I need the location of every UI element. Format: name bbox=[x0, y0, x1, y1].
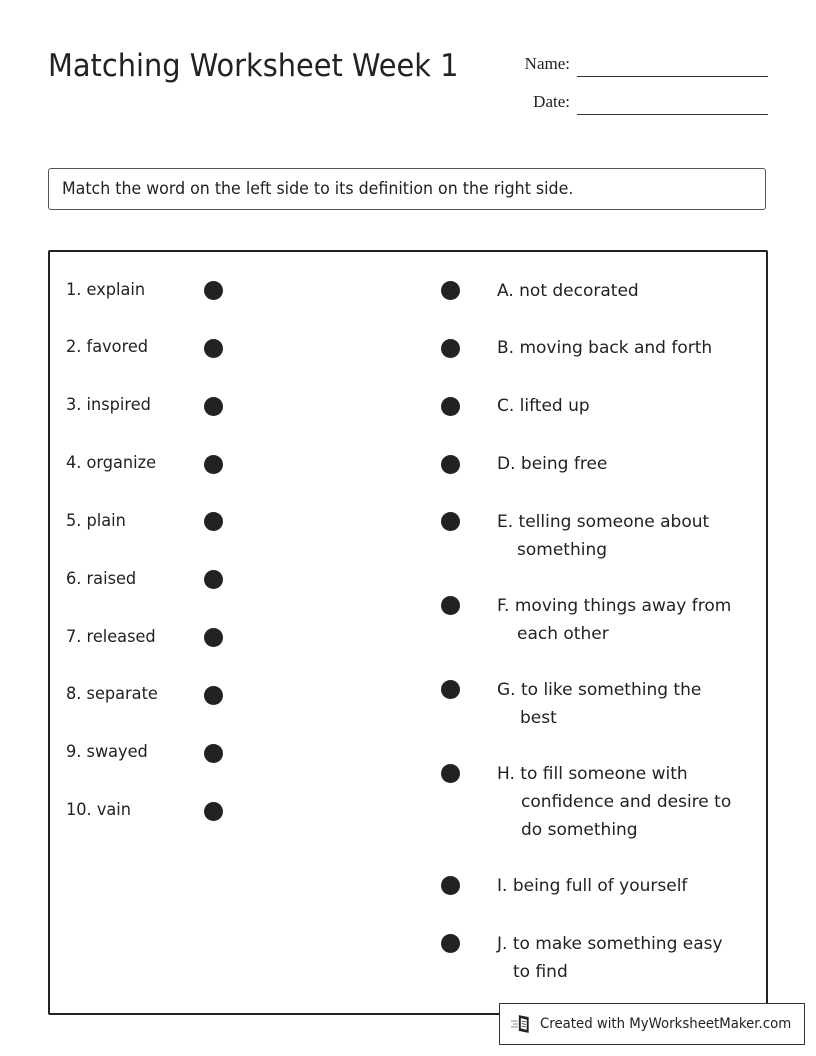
definition-dot-icon[interactable] bbox=[441, 512, 460, 531]
definition-text-continued: to find bbox=[513, 962, 568, 982]
word-label: 10. vain bbox=[66, 800, 132, 820]
definition-text-continued: do something bbox=[521, 820, 638, 840]
date-label: Date: bbox=[533, 92, 570, 111]
definition-dot-icon[interactable] bbox=[441, 596, 460, 615]
definition-dot-icon[interactable] bbox=[441, 339, 460, 358]
word-item bbox=[66, 627, 160, 647]
definition-item bbox=[497, 592, 752, 648]
word-dot-icon[interactable] bbox=[204, 455, 223, 474]
page-title: Matching Worksheet Week 1 bbox=[48, 48, 459, 84]
word-dot-icon[interactable] bbox=[204, 744, 223, 763]
definition-dot-icon[interactable] bbox=[441, 934, 460, 953]
definition-text: F. moving things away from bbox=[497, 596, 732, 616]
instructions-box bbox=[48, 168, 766, 210]
word-dot-icon[interactable] bbox=[204, 802, 223, 821]
definition-text-continued: confidence and desire to bbox=[521, 792, 732, 812]
word-label: 3. inspired bbox=[66, 395, 151, 415]
definition-text: J. to make something easy bbox=[497, 934, 723, 954]
instructions-text: Match the word on the left side to its definition on the right side. bbox=[62, 179, 574, 199]
definition-text-continued: best bbox=[520, 708, 557, 728]
definition-dot-icon[interactable] bbox=[441, 876, 460, 895]
definition-dot-icon[interactable] bbox=[441, 397, 460, 416]
word-item bbox=[66, 453, 161, 473]
word-label: 2. favored bbox=[66, 337, 149, 357]
word-label: 9. swayed bbox=[66, 742, 148, 762]
word-dot-icon[interactable] bbox=[204, 397, 223, 416]
definition-item bbox=[497, 392, 752, 420]
word-item bbox=[66, 742, 152, 762]
definition-dot-icon[interactable] bbox=[441, 764, 460, 783]
definition-item bbox=[497, 676, 752, 732]
definition-text: G. to like something the bbox=[497, 680, 702, 700]
definition-text: C. lifted up bbox=[497, 396, 590, 416]
word-label: 1. explain bbox=[66, 280, 146, 300]
credit-badge[interactable] bbox=[499, 1003, 805, 1045]
word-dot-icon[interactable] bbox=[204, 686, 223, 705]
worksheet-logo-icon bbox=[510, 1013, 534, 1035]
word-label: 8. separate bbox=[66, 684, 158, 704]
definition-item bbox=[497, 930, 752, 986]
word-dot-icon[interactable] bbox=[204, 628, 223, 647]
definition-dot-icon[interactable] bbox=[441, 281, 460, 300]
definition-item bbox=[497, 760, 752, 844]
word-item bbox=[66, 280, 149, 300]
word-dot-icon[interactable] bbox=[204, 281, 223, 300]
definition-item bbox=[497, 450, 752, 478]
date-field[interactable] bbox=[577, 114, 768, 115]
word-dot-icon[interactable] bbox=[204, 570, 223, 589]
word-item bbox=[66, 511, 129, 531]
word-dot-icon[interactable] bbox=[204, 512, 223, 531]
name-label: Name: bbox=[524, 54, 570, 73]
definition-dot-icon[interactable] bbox=[441, 455, 460, 474]
definition-text: A. not decorated bbox=[497, 281, 639, 301]
definition-text: D. being free bbox=[497, 454, 608, 474]
word-dot-icon[interactable] bbox=[204, 339, 223, 358]
definition-text-continued: something bbox=[517, 540, 608, 560]
word-item bbox=[66, 337, 152, 357]
definition-dot-icon[interactable] bbox=[441, 680, 460, 699]
word-label: 7. released bbox=[66, 627, 156, 647]
credit-text: Created with MyWorksheetMaker.com bbox=[539, 1016, 791, 1032]
word-item bbox=[66, 569, 140, 589]
definition-text: I. being full of yourself bbox=[497, 876, 688, 896]
word-item bbox=[66, 800, 134, 820]
definition-item bbox=[497, 277, 752, 305]
name-field[interactable] bbox=[577, 76, 768, 77]
definition-item bbox=[497, 508, 752, 564]
word-item bbox=[66, 684, 163, 704]
word-label: 6. raised bbox=[66, 569, 137, 589]
definition-text: B. moving back and forth bbox=[497, 338, 713, 358]
word-label: 4. organize bbox=[66, 453, 157, 473]
definition-item bbox=[497, 334, 752, 362]
definition-text: H. to fill someone with bbox=[497, 764, 688, 784]
word-item bbox=[66, 395, 155, 415]
definition-text-continued: each other bbox=[517, 624, 609, 644]
definition-text: E. telling someone about bbox=[497, 512, 710, 532]
word-label: 5. plain bbox=[66, 511, 126, 531]
definition-item bbox=[497, 872, 752, 900]
